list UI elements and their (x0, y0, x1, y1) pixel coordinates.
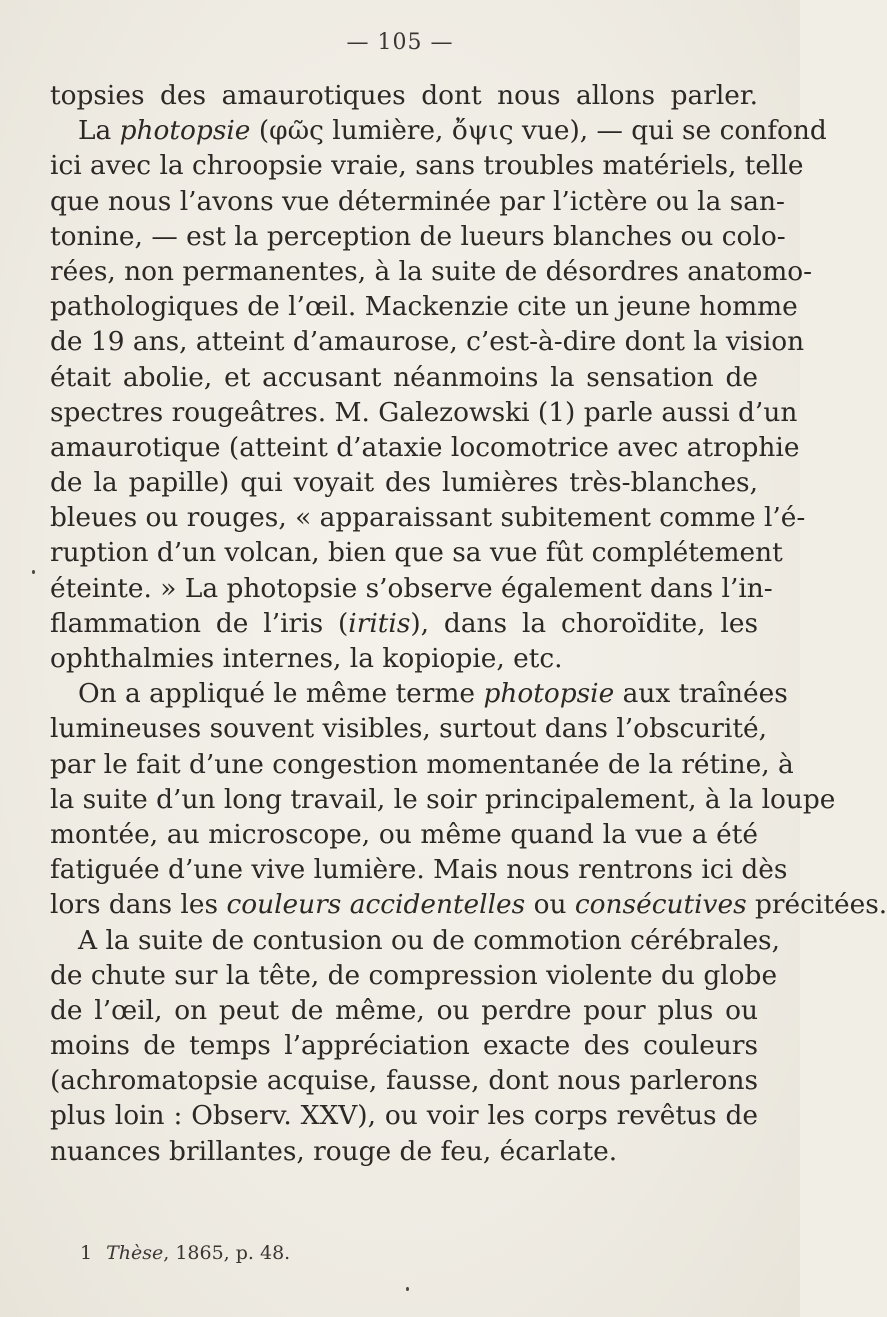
text-run: par le fait d’une congestion momentanée de la rétine, à (50, 748, 794, 780)
text-run: (achromatopsie acquise, fausse, dont nous parlerons (50, 1065, 758, 1097)
page-number: — 105 — (346, 30, 454, 55)
text-line (50, 817, 758, 852)
italic-term: couleurs accidentelles (226, 889, 526, 921)
text-run: (φῶς lumière, ὄψις vue), — qui se confond (250, 115, 827, 147)
text-run: de 19 ans, atteint d’amaurose, c’est-à-dire dont la vision (50, 326, 805, 358)
text-line (50, 641, 758, 676)
text-line (50, 465, 758, 500)
text-line (50, 395, 798, 430)
text-run: fatiguée d’une vive lumière. Mais nous rentrons ici dès (50, 854, 788, 886)
text-line (50, 184, 785, 219)
italic-term: iritis (348, 607, 411, 639)
text-line (50, 148, 804, 183)
text-run: nuances brillantes, rouge de feu, écarlate. (50, 1135, 618, 1167)
text-line (50, 1098, 758, 1133)
text-line (50, 360, 758, 395)
text-run: flammation de l’iris ( (50, 607, 349, 639)
text-run: spectres rougeâtres. M. Galezowski (1) parle aussi d’un (50, 396, 798, 428)
text-line (50, 430, 800, 465)
text-run: tonine, — est la perception de lueurs blanches ou colo- (50, 220, 786, 252)
text-line (50, 1028, 758, 1063)
text-run: amaurotique (atteint d’ataxie locomotrice avec atrophie (50, 431, 800, 463)
text-run: aux traînées (614, 678, 788, 710)
text-line (50, 219, 786, 254)
text-run: lumineuses souvent visibles, surtout dans l’obscurité, (50, 713, 767, 745)
text-line (50, 1063, 758, 1098)
text-run: ruption d’un volcan, bien que sa vue fût complétement (50, 537, 783, 569)
text-run: précitées. (746, 889, 887, 921)
text-line (50, 923, 780, 958)
text-run: ici avec la chroopsie vraie, sans troubles matériels, telle (50, 150, 804, 182)
text-run: topsies des amaurotiques dont nous allons parler. (50, 80, 758, 111)
text-run: La (78, 115, 120, 147)
text-run: ophthalmies internes, la kopiopie, etc. (50, 643, 563, 674)
text-line (50, 782, 836, 817)
body-text (50, 78, 887, 1169)
text-line (50, 852, 788, 887)
text-run: de la papille) qui voyait des lumières très-blanches, (50, 467, 758, 499)
text-line (50, 958, 778, 993)
text-run: de chute sur la tête, de compression violente du globe (50, 959, 778, 991)
text-run: montée, au microscope, ou même quand la vue a été (50, 818, 758, 850)
text-run: moins de temps l’appréciation exacte des couleurs (50, 1030, 758, 1062)
italic-term: consécutives (574, 889, 747, 921)
text-line (50, 1134, 758, 1169)
text-run: rées, non permanentes, à la suite de désordres anatomo- (50, 255, 813, 287)
text-run: éteinte. » La photopsie s’observe également dans l’in- (50, 572, 773, 604)
footnote (80, 1242, 290, 1264)
italic-term: photopsie (119, 115, 251, 147)
text-run: était abolie, et accusant néanmoins la sensation de (50, 361, 758, 393)
text-line (50, 324, 805, 359)
text-run: que nous l’avons vue déterminée par l’ictère ou la san- (50, 185, 785, 217)
text-line (50, 289, 798, 324)
text-run: plus loin : Observ. XXV), ou voir les corps revêtus de (50, 1100, 758, 1132)
text-run: On a appliqué le même terme (78, 678, 484, 710)
text-run: pathologiques de l’œil. Mackenzie cite un jeune homme (50, 291, 798, 323)
text-line (50, 993, 758, 1028)
text-line (50, 606, 758, 641)
text-run: la suite d’un long travail, le soir principalement, à la loupe (50, 783, 836, 815)
text-line (50, 676, 788, 711)
text-run: lors dans les (50, 889, 227, 921)
text-line (50, 747, 794, 782)
text-run: de l’œil, on peut de même, ou perdre pour plus ou (50, 994, 758, 1026)
text-run: ), dans la choroïdite, les (410, 607, 758, 639)
text-line (50, 711, 767, 746)
print-speck (406, 1287, 409, 1291)
text-run: bleues ou rouges, « apparaissant subitement comme l’é- (50, 502, 806, 534)
italic-term: photopsie (483, 678, 615, 710)
footnote-text: , 1865, p. 48. (163, 1242, 291, 1264)
text-line (50, 254, 813, 289)
text-line (50, 500, 806, 535)
text-line (50, 535, 783, 570)
text-line (50, 78, 758, 113)
text-line (50, 113, 827, 148)
text-run: ou (525, 889, 575, 921)
footnote-number: 1 (80, 1242, 93, 1264)
text-line (50, 571, 773, 606)
text-line (50, 887, 887, 922)
print-speck (32, 570, 35, 574)
footnote-italic-text: Thèse (106, 1242, 164, 1264)
text-run: A la suite de contusion ou de commotion cérébrales, (78, 924, 780, 956)
